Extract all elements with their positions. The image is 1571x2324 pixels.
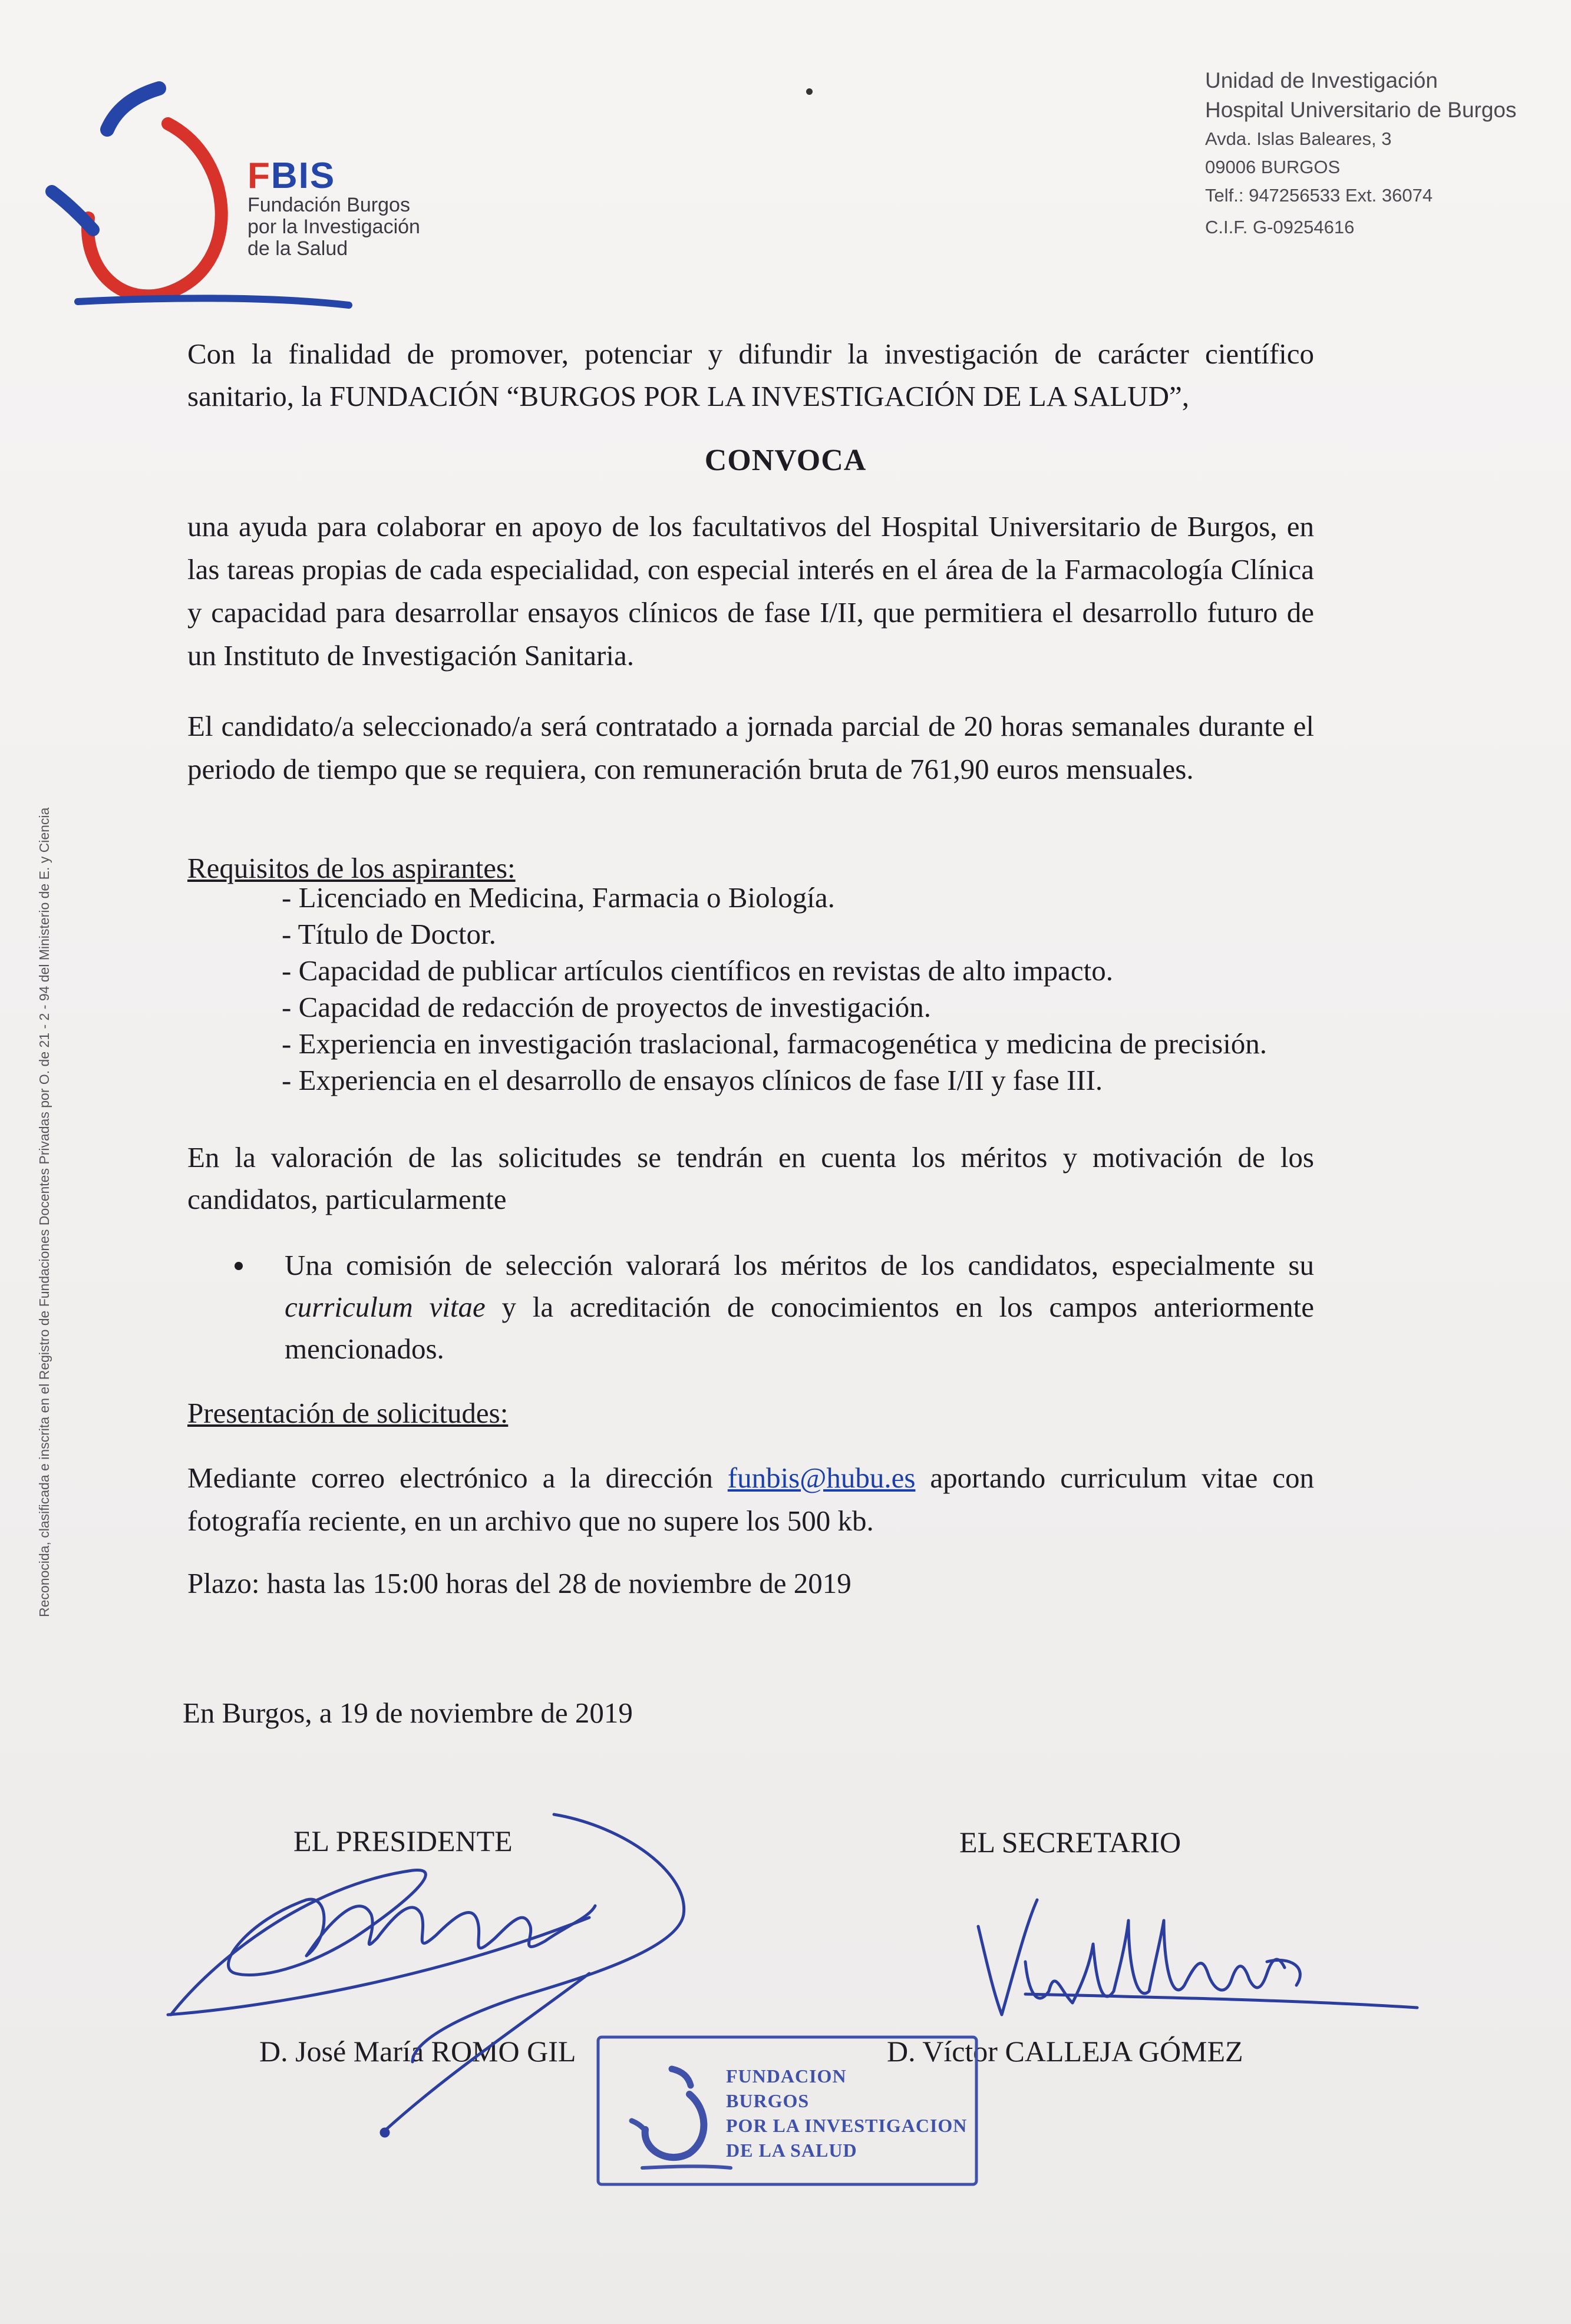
deadline-text: Plazo: hasta las 15:00 horas del 28 de noviembre de 2019	[187, 1567, 851, 1599]
address-hospital: Hospital Universitario de Burgos	[1205, 98, 1517, 122]
stamp-seal: FUNDACION BURGOS POR LA INVESTIGACION DE LA SALUD	[726, 2065, 968, 2161]
secretary-role: EL SECRETARIO	[959, 1826, 1181, 1859]
place-date: En Burgos, a 19 de noviembre de 2019	[183, 1697, 633, 1729]
logo-line-2: por la Investigación	[247, 216, 420, 238]
paragraph-contract: El candidato/a seleccionado/a será contratado a jornada parcial de 20 horas semanales durante el periodo de tiempo que se requiera, con remuneración bruta de 761,90 euros mensuales.	[187, 710, 1314, 785]
president-name: D. José María ROMO GIL	[259, 2035, 576, 2068]
bullet-text: Una comisión de selección valorará los méritos de los candidatos, especialmente su curriculum vitae y la acreditación de conocimientos en los campos anteriormente mencionados.	[285, 1249, 1314, 1365]
intro-paragraph: Con la finalidad de promover, potenciar y difundir la investigación de carácter científico sanitario, la FUNDACIÓN “BURGOS POR LA INVESTIGACIÓN DE LA SALUD”,	[187, 338, 1314, 412]
requirement-item: - Experiencia en el desarrollo de ensayos clínicos de fase I/II y fase III.	[282, 1064, 1103, 1096]
requirement-item: - Capacidad de publicar artículos científicos en revistas de alto impacto.	[282, 954, 1113, 987]
email-link[interactable]: funbis@hubu.es	[727, 1462, 916, 1494]
paragraph-aid: una ayuda para colaborar en apoyo de los facultativos del Hospital Universitario de Burgos, en las tareas propias de cada especialidad, con especial interés en el área de la Farmacología Clínica y capacidad para desarrollar ensayos clínicos de fase I/II, que permitiera el desarrollo futuro de un Instituto de Investigación Sanitaria.	[187, 510, 1314, 672]
president-role: EL PRESIDENTE	[293, 1824, 513, 1857]
logo-line-3: de la Salud	[247, 237, 348, 260]
heading-convoca: CONVOCA	[704, 444, 867, 477]
valuation-paragraph: En la valoración de las solicitudes se tendrán en cuenta los méritos y motivación de los candidatos, particularmente	[187, 1141, 1314, 1215]
address-block	[1205, 66, 1559, 242]
requirements-title: Requisitos de los aspirantes:	[187, 852, 516, 884]
logo-wordmark	[247, 158, 420, 260]
requirement-item: - Licenciado en Medicina, Farmacia o Biología.	[282, 881, 835, 914]
curriculum-vitae-italic: curriculum vitae	[285, 1291, 486, 1323]
bullet-dot	[235, 1262, 243, 1270]
bullet-item	[235, 1244, 1314, 1370]
ink-dot	[806, 88, 813, 95]
registry-side-note: Reconocida, clasificada e inscrita en el Registro de Fundaciones Docentes Privadas por O. de 21 - 2 - 94 del Ministerio de E. y Ciencia	[37, 807, 52, 1617]
address-cif: C.I.F. G-09254616	[1205, 217, 1355, 237]
submission-paragraph: Mediante correo electrónico a la dirección funbis@hubu.es aportando curriculum vitae con fotografía reciente, en un archivo que no supere los 500 kb.	[187, 1462, 1315, 1537]
requirement-item: - Capacidad de redacción de proyectos de investigación.	[282, 991, 932, 1023]
address-city: 09006 BURGOS	[1205, 157, 1341, 177]
address-street: Avda. Islas Baleares, 3	[1205, 128, 1392, 149]
requirements-list	[282, 880, 1314, 1099]
secretary-name: D. Víctor CALLEJA GÓMEZ	[887, 2035, 1243, 2068]
requirement-item: - Experiencia en investigación traslacional, farmacogenética y medicina de precisión.	[282, 1027, 1268, 1060]
submission-title: Presentación de solicitudes:	[187, 1397, 509, 1429]
requirement-item: - Título de Doctor.	[282, 918, 496, 950]
address-phone: Telf.: 947256533 Ext. 36074	[1205, 185, 1433, 206]
logo-line-1: Fundación Burgos	[247, 194, 410, 216]
address-unit: Unidad de Investigación	[1205, 68, 1438, 92]
logo-acronym: FBIS	[247, 156, 336, 196]
